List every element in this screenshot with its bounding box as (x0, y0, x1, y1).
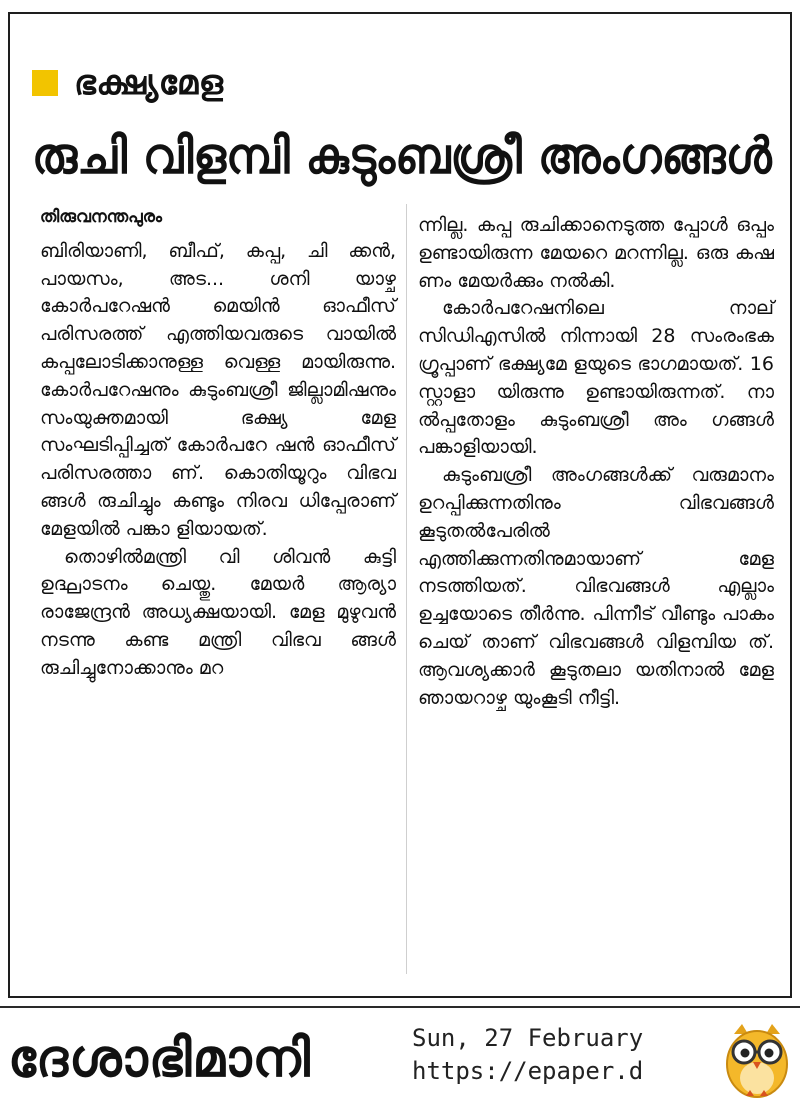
footer-meta (412, 1022, 643, 1088)
headline: രുചി വിളമ്പി കുടുംബശ്രീ അംഗങ്ങൾ (32, 127, 772, 185)
column-divider (406, 204, 407, 974)
paragraph: ബിരിയാണി, ബീഫ്, കപ്പ, ചി ക്കൻ, പായസം, അട... ശനി യാഴ്ച കോർപറേഷൻ മെയിൻ ഓഫീസ് പരിസരത്ത് എത്തിയവരുടെ വായിൽ കപ്പലോടിക്കാനുള്ള വെള്ള മായിരുന്നു. കോർപറേഷനും കുടുംബശ്രീ ജില്ലാമിഷനും സംയുക്തമായി ഭക്ഷ്യ മേള സംഘടിപ്പിച്ചത് കോർപറേ ഷൻ ഓഫീസ് പരിസരത്താ ണ്. കൊതിയൂറും വിഭവ ങ്ങൾ രുചിച്ചും കണ്ടും നിരവ ധിപ്പേരാണ് മേളയിൽ പങ്കാ ളിയായത്. (40, 239, 396, 540)
dateline: തിരുവനന്തപുരം (40, 207, 162, 227)
paragraph: തൊഴിൽമന്ത്രി വി ശിവൻ കുട്ടി ഉദ്ഘാടനം ചെയ്തു. മേയർ ആര്യാ രാജേന്ദ്രൻ അധ്യക്ഷയായി. മേള മുഴുവൻ നടന്നു കണ്ട മന്ത്രി വിഭവ ങ്ങൾ രുചിച്ചുനോക്കാനും മറ (40, 545, 396, 679)
right-column (418, 212, 774, 712)
kicker-row (32, 58, 224, 108)
article-clipping (8, 12, 792, 998)
owl-mascot-icon (722, 1020, 792, 1100)
edition-date: Sun, 27 February (412, 1024, 644, 1052)
kicker-square-icon (32, 70, 58, 96)
footer (0, 1014, 800, 1104)
left-column (40, 204, 396, 683)
footer-divider (0, 1006, 800, 1008)
kicker-label: ഭക്ഷ്യമേള (74, 63, 224, 103)
paragraph: ന്നില്ല. കപ്പ രുചിക്കാനെടുത്ത പ്പോൾ ഒപ്പം ഉണ്ടായിരുന്ന മേയറെ മറന്നില്ല. ഒരു കഷ ണം മേയർക്കും നൽകി. (418, 214, 774, 292)
paragraph: കുടുംബശ്രീ അംഗങ്ങൾക്ക് വരുമാനം ഉറപ്പിക്കുന്നതിനും വിഭവങ്ങൾ കൂടുതൽപേരിൽ എത്തിക്കുന്നതിനുമായാണ് മേള നടത്തിയത്. വിഭവങ്ങൾ എല്ലാം ഉച്ചയോടെ തീർന്നു. പിന്നീട് വീണ്ടും പാകം ചെയ് താണ് വിഭവങ്ങൾ വിളമ്പിയ ത്. ആവശ്യക്കാർ കൂടുതലാ യതിനാൽ മേള ഞായറാഴ്ച യുംകൂടി നീട്ടി. (418, 464, 774, 709)
epaper-url[interactable]: https://epaper.d (412, 1057, 644, 1085)
paragraph: കോർപറേഷനിലെ നാല് സിഡിഎസിൽ നിന്നായി 28 സംരംഭക ഗ്രൂപ്പാണ് ഭക്ഷ്യമേ ളയുടെ ഭാഗമായത്. 16 സ്റ്റാളാ യിരുന്നു ഉണ്ടായിരുന്നത്. നാ ൽപ്പതോളം കുടുംബശ്രീ അം ഗങ്ങൾ പങ്കാളിയായി. (418, 297, 774, 459)
newspaper-masthead: ദേശാഭിമാനി (8, 1029, 311, 1089)
